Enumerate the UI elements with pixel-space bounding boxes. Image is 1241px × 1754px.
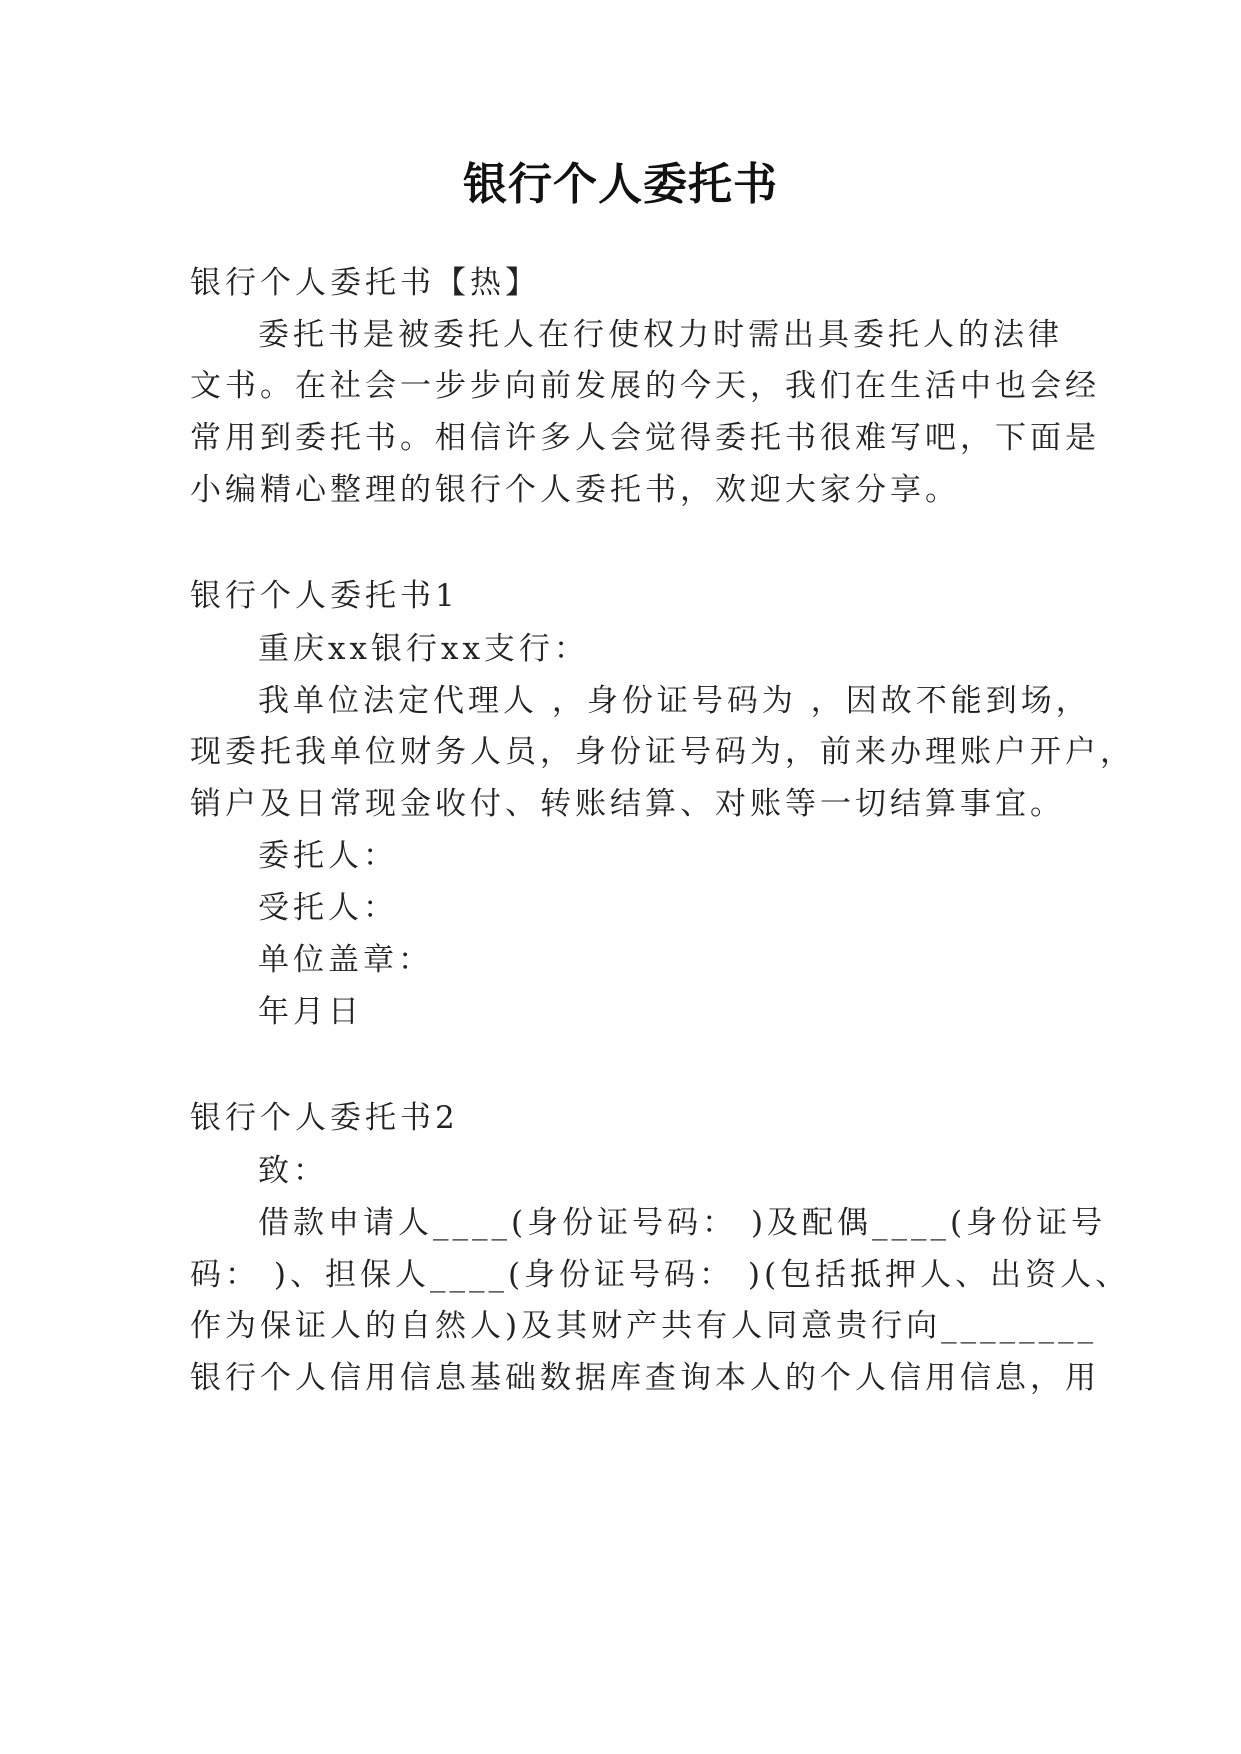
intro-paragraph-line: 文书。在社会一步步向前发展的今天，我们在生活中也会经: [190, 368, 1100, 404]
section2-addressee: 致：: [258, 1153, 328, 1189]
intro-paragraph-line: 小编精心整理的银行个人委托书，欢迎大家分享。: [190, 472, 960, 508]
agent-label: 受托人：: [258, 890, 398, 926]
section2-body-line: 借款申请人____(身份证号码： )及配偶____(身份证号: [258, 1205, 1107, 1241]
principal-label: 委托人：: [258, 838, 398, 874]
seal-label: 单位盖章：: [258, 942, 433, 978]
date-label: 年月日: [258, 994, 363, 1030]
section1-body-line: 我单位法定代理人 ，身份证号码为 ，因故不能到场，: [258, 683, 1091, 719]
section2-body-line: 银行个人信用信息基础数据库查询本人的个人信用信息，用: [190, 1360, 1100, 1396]
section2-body-line: 作为保证人的自然人)及其财产共有人同意贵行向________: [190, 1308, 1098, 1344]
section1-heading: 银行个人委托书1: [190, 578, 459, 614]
section1-body-line: 现委托我单位财务人员，身份证号码为，前来办理账户开户，: [190, 734, 1135, 770]
intro-heading: 银行个人委托书【热】: [190, 265, 540, 301]
section2-body-line: 码： )、担保人____(身份证号码： )(包括抵押人、出资人、: [190, 1257, 1131, 1293]
section1-addressee: 重庆xx银行xx支行：: [258, 631, 589, 667]
section2-heading: 银行个人委托书2: [190, 1100, 459, 1136]
intro-paragraph-line: 委托书是被委托人在行使权力时需出具委托人的法律: [258, 317, 1063, 353]
document-title: 银行个人委托书: [463, 159, 778, 210]
section1-body-line: 销户及日常现金收付、转账结算、对账等一切结算事宜。: [190, 786, 1065, 822]
intro-paragraph-line: 常用到委托书。相信许多人会觉得委托书很难写吧，下面是: [190, 420, 1100, 456]
